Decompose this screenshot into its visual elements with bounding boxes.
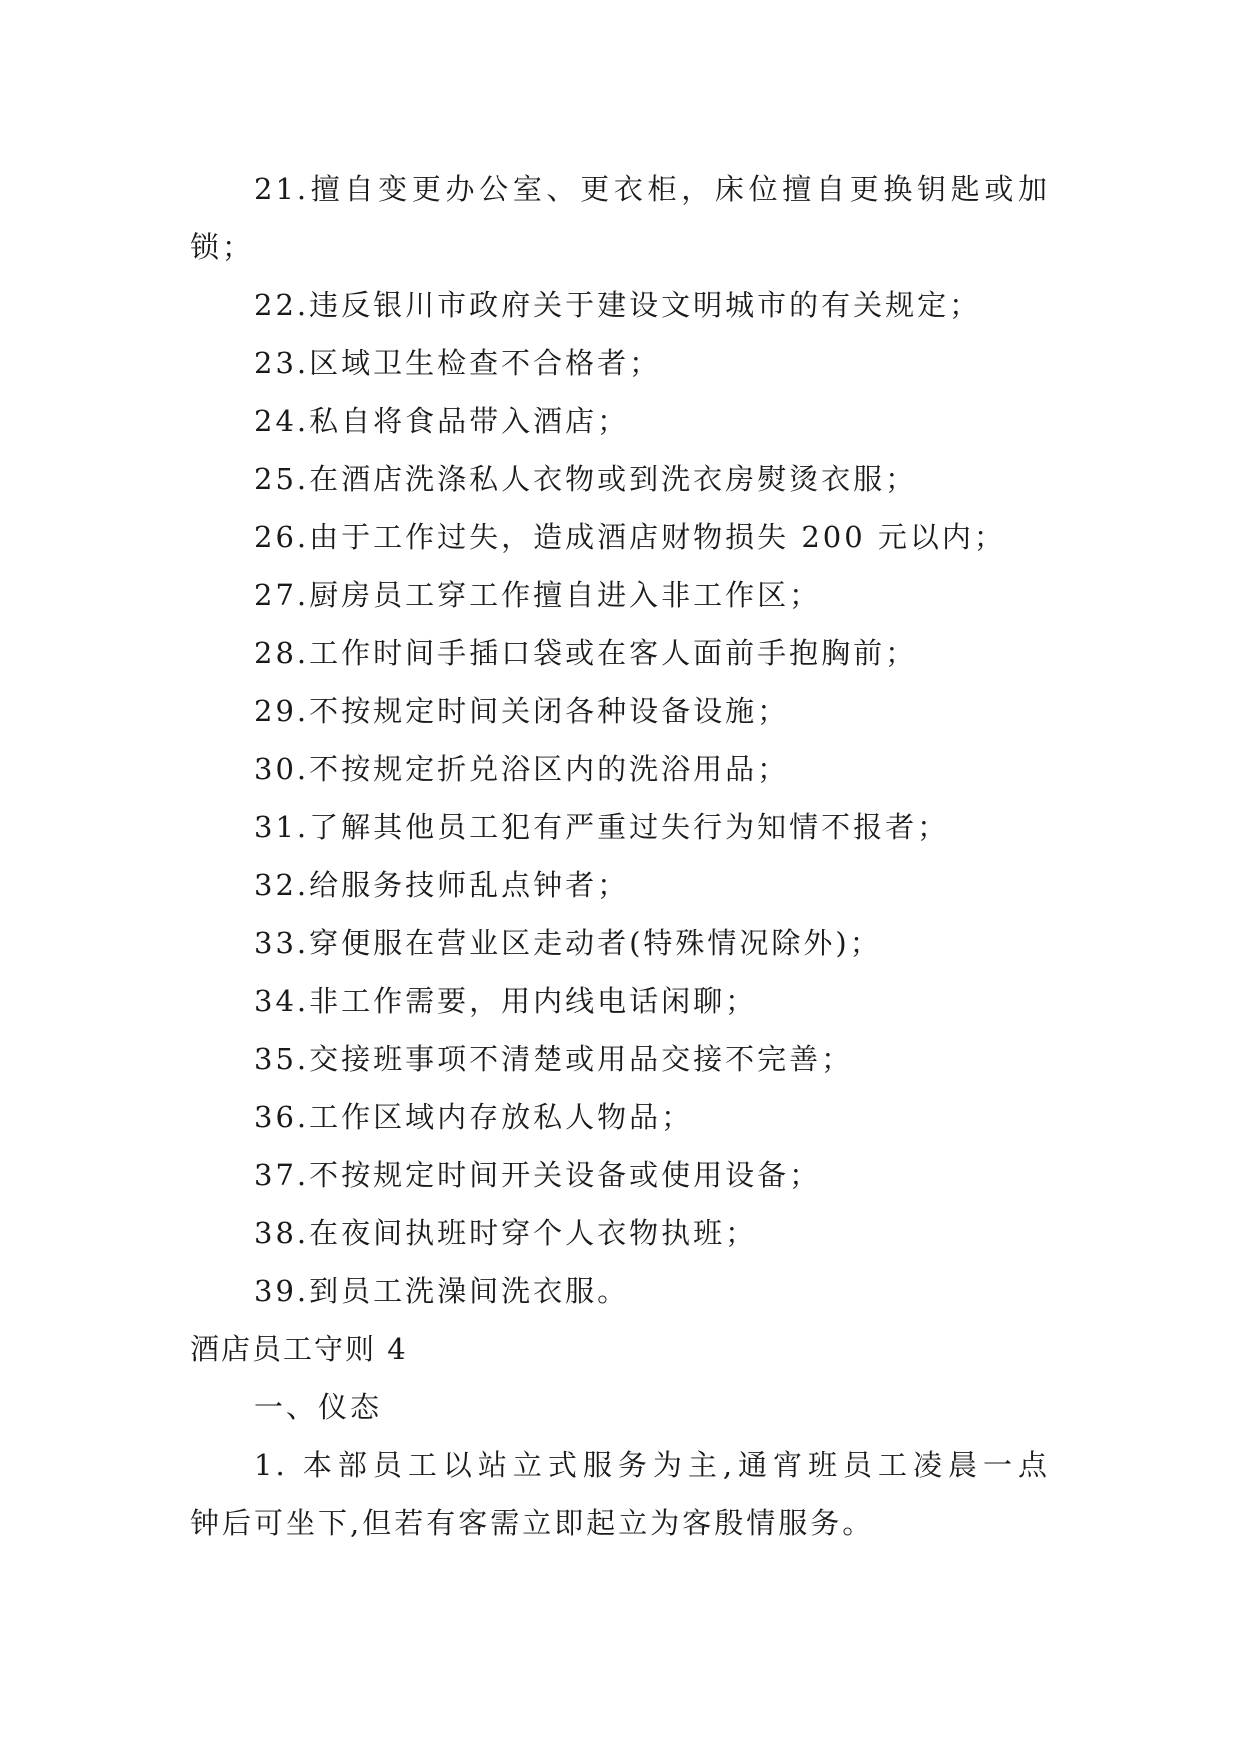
list-item-32: 32.给服务技师乱点钟者；	[254, 868, 630, 902]
list-item-25: 25.在酒店洗涤私人衣物或到洗衣房熨烫衣服；	[254, 462, 918, 496]
section-title: 酒店员工守则 4	[190, 1332, 408, 1366]
list-item-38: 38.在夜间执班时穿个人衣物执班；	[254, 1216, 758, 1250]
list-item-35: 35.交接班事项不清楚或用品交接不完善；	[254, 1042, 854, 1076]
subheading: 一、仪态	[254, 1390, 383, 1424]
list-item-31: 31.了解其他员工犯有严重过失行为知情不报者；	[254, 810, 950, 844]
list-item-29: 29.不按规定时间关闭各种设备设施；	[254, 694, 790, 728]
list-item-36: 36.工作区域内存放私人物品；	[254, 1100, 694, 1134]
list-item-34: 34.非工作需要，用内线电话闲聊；	[254, 984, 758, 1018]
document-body	[190, 160, 1050, 1552]
list-item-21: 21.擅自变更办公室、更衣柜，床位擅自更换钥匙或加	[254, 172, 1050, 206]
list-item-33: 33.穿便服在营业区走动者(特殊情况除外)；	[254, 926, 882, 960]
list-item-37: 37.不按规定时间开关设备或使用设备；	[254, 1158, 822, 1192]
list-item-26: 26.由于工作过失，造成酒店财物损失 200 元以内；	[254, 520, 1006, 554]
list-item-28: 28.工作时间手插口袋或在客人面前手抱胸前；	[254, 636, 918, 670]
list-item-27: 27.厨房员工穿工作擅自进入非工作区；	[254, 578, 822, 612]
paragraph-1-continuation: 钟后可坐下,但若有客需立即起立为客殷情服务。	[190, 1506, 875, 1540]
list-item-23: 23.区域卫生检查不合格者；	[254, 346, 662, 380]
list-item-24: 24.私自将食品带入酒店；	[254, 404, 630, 438]
list-item-22: 22.违反银川市政府关于建设文明城市的有关规定；	[254, 288, 982, 322]
list-item-21-continuation: 锁；	[190, 230, 255, 264]
list-item-30: 30.不按规定折兑浴区内的洗浴用品；	[254, 752, 790, 786]
list-item-39: 39.到员工洗澡间洗衣服。	[254, 1274, 630, 1308]
paragraph-1: 1. 本部员工以站立式服务为主,通宵班员工凌晨一点	[254, 1448, 1050, 1482]
